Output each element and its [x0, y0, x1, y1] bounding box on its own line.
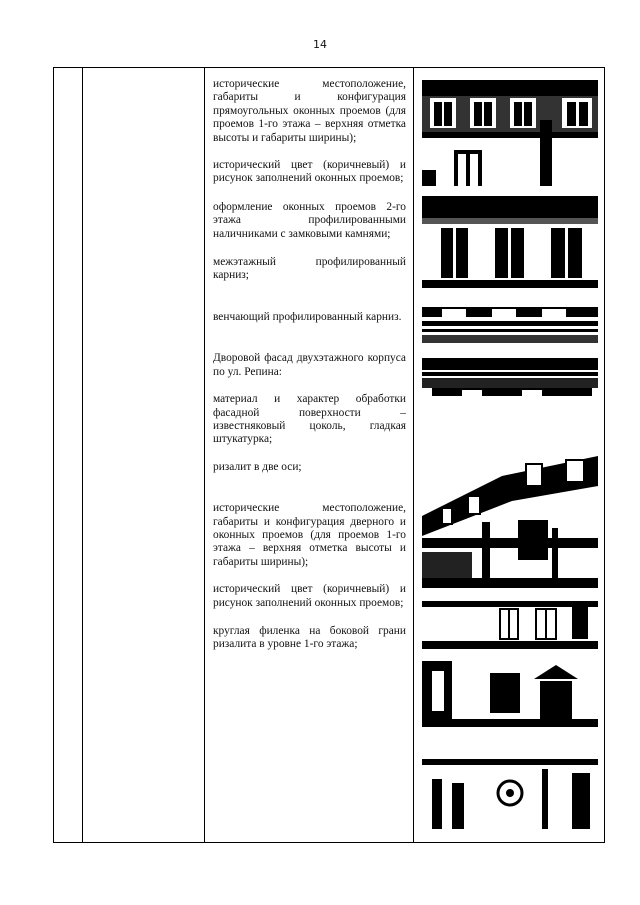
paragraph-facade-material: материал и характер обработки фасадной поверхности – известняковый цоколь, гладкая штукатурка; [213, 393, 406, 446]
interfloor-cornice-photo [422, 307, 598, 343]
round-panel-photo [422, 759, 598, 829]
paragraph-window-surrounds: оформление оконных проемов 2-го этажа профилированными наличниками с замковыми камнями; [213, 200, 406, 240]
paragraph-interfloor-cornice: межэтажный профилированный карниз; [213, 256, 406, 282]
paragraph-courtyard-facade-heading: Дворовой фасад двухэтажного корпуса по ул. Репина: [213, 352, 406, 378]
paragraph-risalit: ризалит в две оси; [213, 460, 302, 473]
facade-windows-photo [422, 80, 598, 186]
paragraph-window-openings: исторические местоположение, габариты и конфигурация прямоугольных оконных проемов (для проемов 1-го этажа – верхняя отметка высоты и габариты ширины); [213, 78, 406, 144]
column-divider-1 [82, 68, 83, 842]
page-number: 14 [313, 38, 327, 51]
paragraph-window-color: исторический цвет (коричневый) и рисунок заполнений оконных проемов; [213, 159, 406, 185]
window-frames-photo [422, 196, 598, 288]
courtyard-facade-photo [422, 456, 598, 588]
paragraph-crowning-cornice: венчающий профилированный карниз. [213, 310, 402, 323]
door-window-openings-photo [422, 601, 598, 727]
paragraph-door-window-openings: исторические местоположение, габариты и конфигурация дверного и оконных проемов (для проемов 1-го этажа – верхняя отметка высоты и габариты ширины); [213, 502, 406, 568]
features-column [213, 78, 406, 652]
paragraph-round-panel: круглая филенка на боковой грани ризалита в уровне 1-го этажа; [213, 624, 406, 651]
crowning-cornice-photo [422, 358, 598, 396]
paragraph-window-color-2: исторический цвет (коричневый) и рисунок заполнений оконных проемов; [213, 583, 406, 609]
column-divider-2 [204, 68, 205, 842]
column-divider-3 [413, 68, 414, 842]
